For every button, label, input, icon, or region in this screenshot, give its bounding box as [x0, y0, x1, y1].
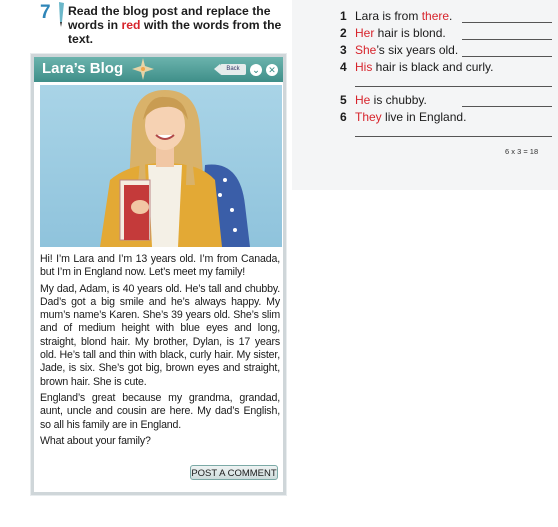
- post-comment-button[interactable]: POST A COMMENT: [190, 465, 278, 480]
- sentence-item: 1 Lara is from there.: [340, 9, 555, 26]
- blog-paragraph: My dad, Adam, is 40 years old. He’s tall and chubby. Dad’s got a big smile and he’s always happy. My mum’s name’s Karen. She’s 39 years old. She’s slim and of medium height with blue eyes and long, straight, blond hair. My brother, Dylan, is 17 years old. He’s tall and thin with black, curly hair. My sister, Jade, is six. She’s got big, brown eyes and straight, brown hair. She is cute.: [40, 282, 280, 388]
- close-icon[interactable]: ✕: [266, 64, 278, 76]
- blog-paragraph: England’s great because my grandma, grandad, aunt, uncle and cousin are here. My dad’s English, so all his family are in England.: [40, 391, 280, 431]
- exercise-number: 7: [40, 2, 51, 23]
- score-label: 6 x 3 = 18: [505, 147, 539, 156]
- blog-title-bar: [34, 57, 283, 82]
- answer-line-row: [340, 127, 555, 143]
- sentence-item: 2 Her hair is blond.: [340, 26, 555, 43]
- blog-post-text: [40, 253, 280, 451]
- girl-with-backpack-image: [40, 85, 282, 247]
- blog-paragraph: What about your family?: [40, 434, 151, 447]
- sentence-item: 6 They live in England.: [340, 110, 467, 124]
- answer-line[interactable]: [462, 106, 552, 107]
- sentence-item: 4 His hair is black and curly.: [340, 60, 494, 74]
- sentence-item: 3 She’s six years old.: [340, 43, 555, 60]
- exercise-instruction: Read the blog post and replace the words in red with the words from the text.: [68, 4, 282, 46]
- blog-window: [31, 54, 286, 495]
- sentence-list: [340, 9, 555, 143]
- answer-line[interactable]: [462, 22, 552, 23]
- sparkle-icon: [132, 58, 154, 80]
- blog-paragraph: Hi! I’m Lara and I’m 13 years old. I’m from Canada, but I’m in England now. Let’s meet my family!: [40, 253, 280, 279]
- sentence-item: 5 He is chubby.: [340, 93, 555, 110]
- answer-line[interactable]: [355, 136, 552, 137]
- chevron-down-icon[interactable]: ⌄: [250, 64, 262, 76]
- blog-title: Lara’s Blog: [42, 60, 124, 77]
- blog-photo: [40, 85, 282, 247]
- pencil-icon: [56, 2, 66, 28]
- answer-line[interactable]: [355, 86, 552, 87]
- back-button[interactable]: Back: [220, 64, 246, 75]
- answer-line[interactable]: [462, 39, 552, 40]
- answer-line-row: [340, 77, 555, 93]
- answer-line[interactable]: [462, 56, 552, 57]
